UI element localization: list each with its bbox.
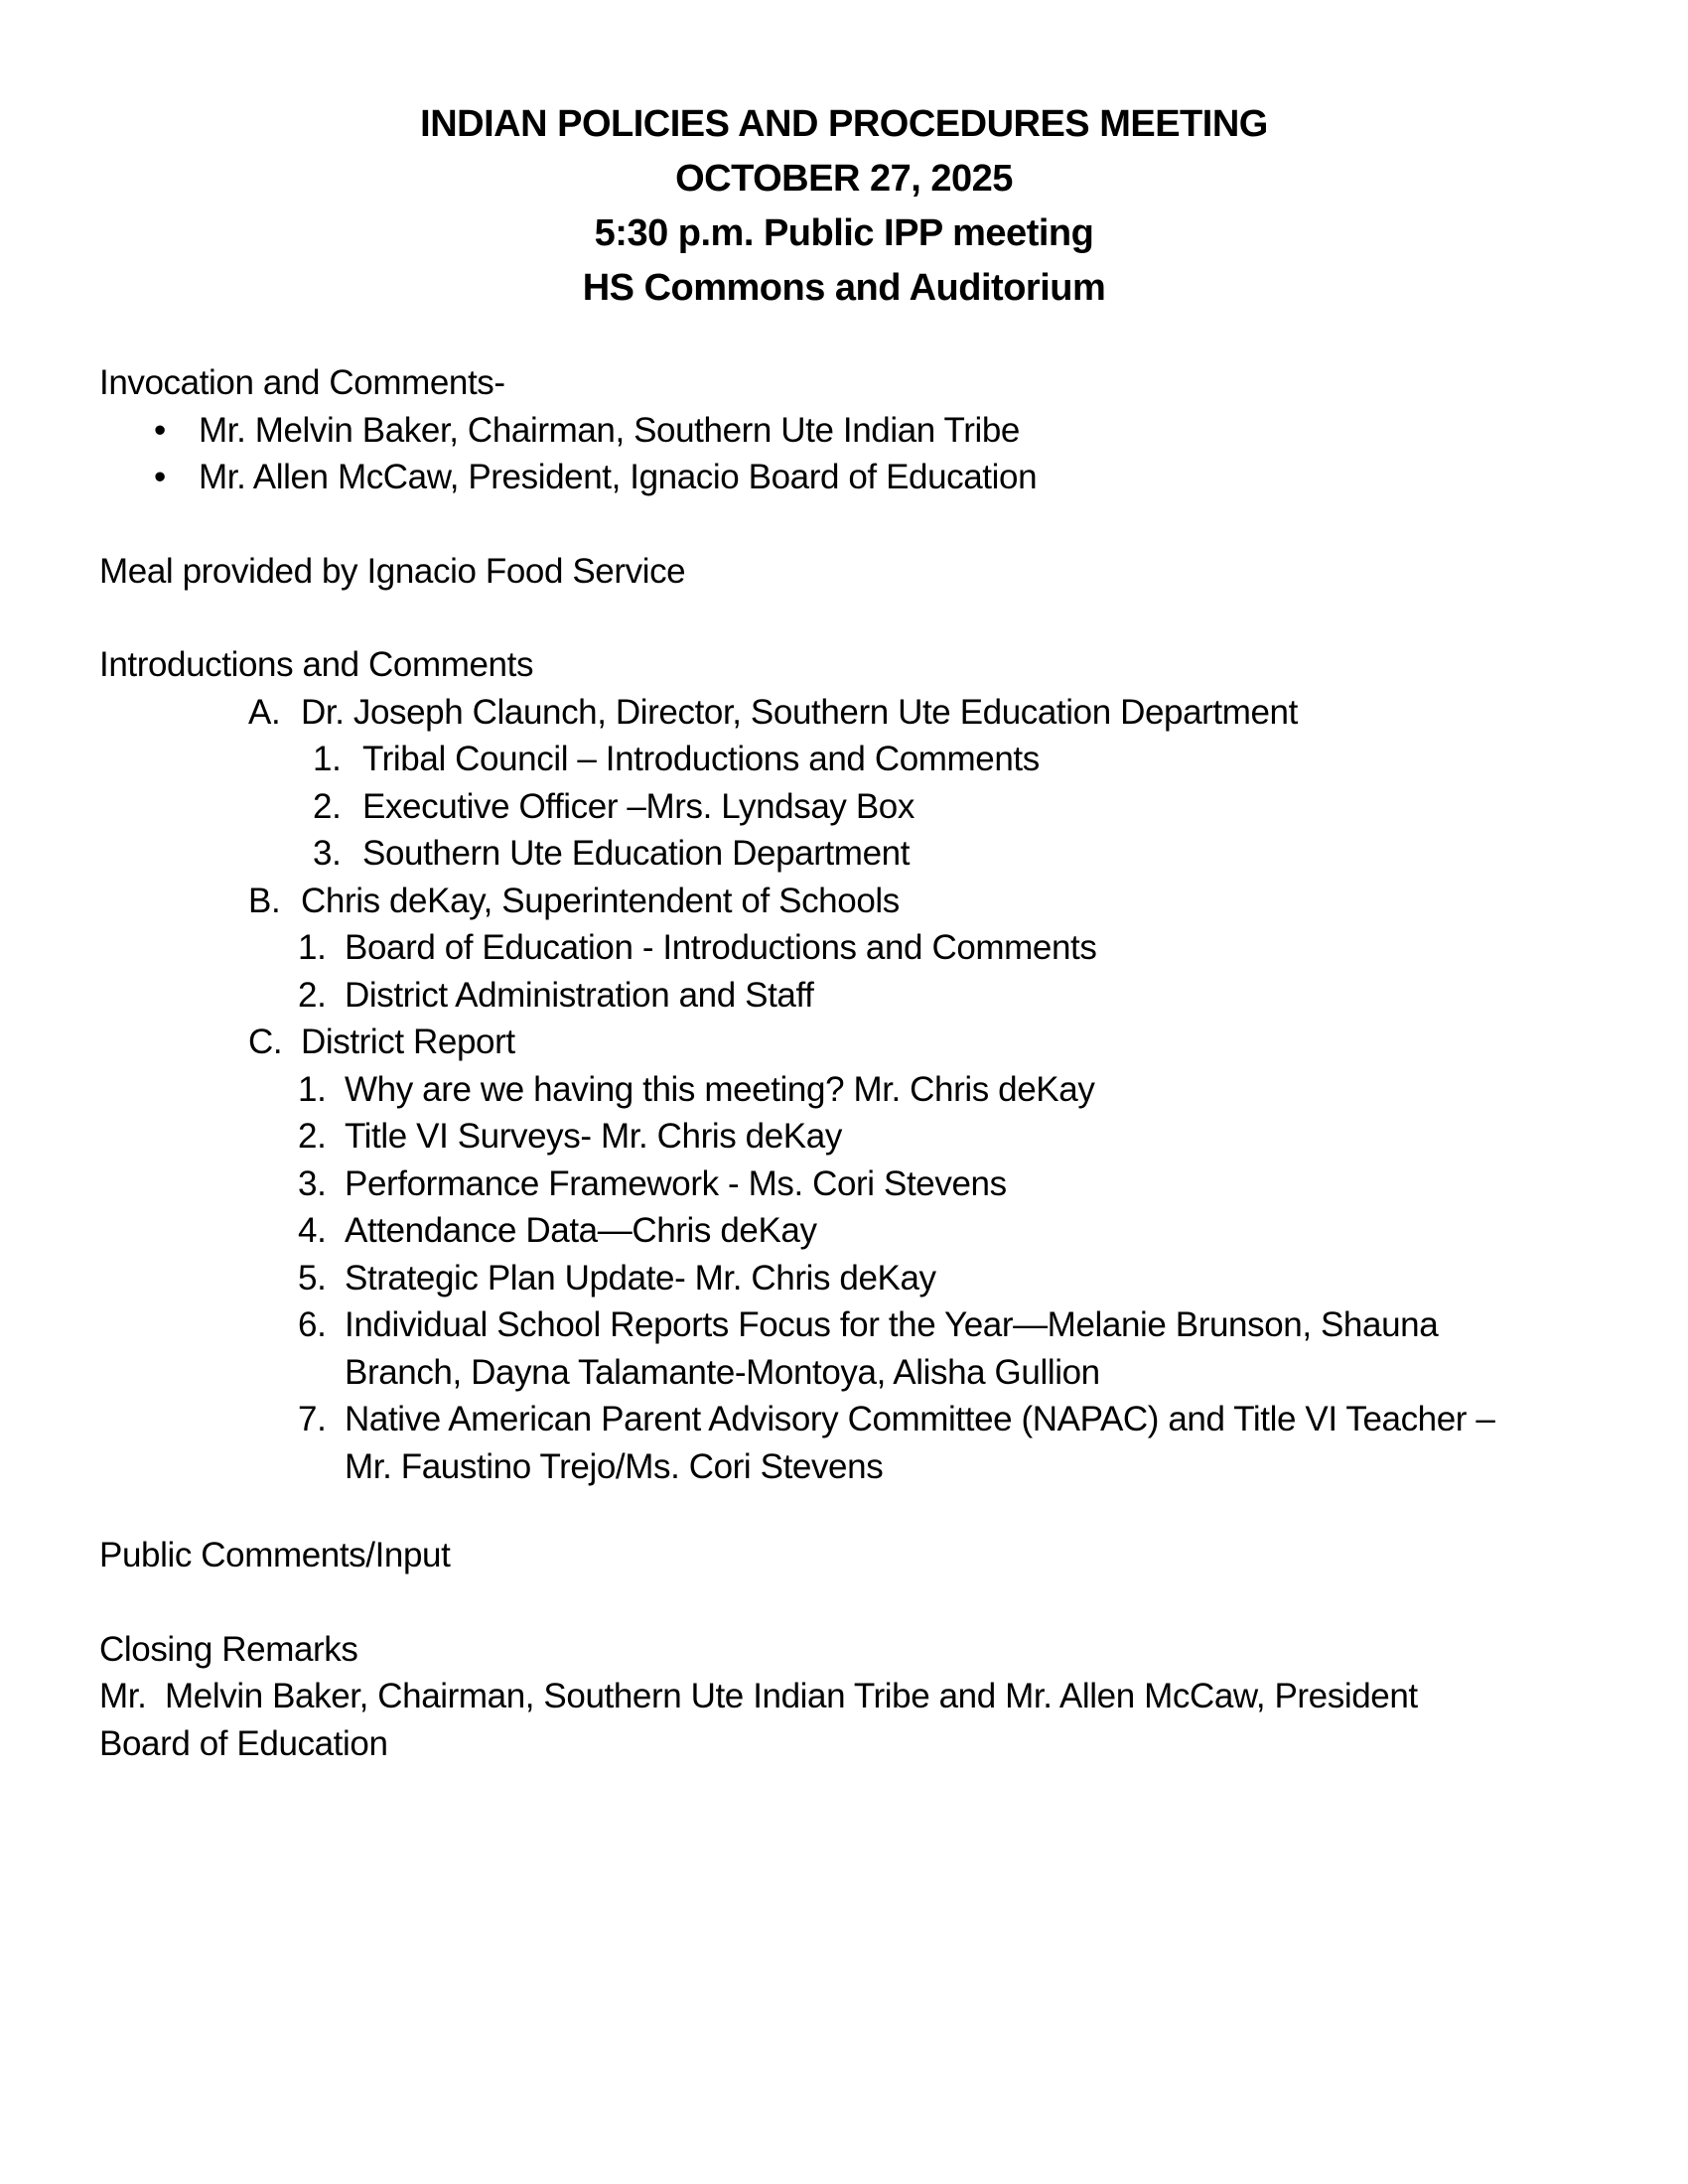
outline-item-C6-continuation xyxy=(0,1349,1688,1397)
list-marker: 3. xyxy=(313,834,342,873)
list-text: Performance Framework - Ms. Cori Stevens xyxy=(345,1163,1007,1203)
outline-item-C3 xyxy=(0,1160,1688,1208)
list-text: Why are we having this meeting? Mr. Chris deKay xyxy=(345,1069,1095,1109)
bullet-marker: • xyxy=(154,458,166,496)
list-marker: 6. xyxy=(298,1305,327,1344)
outline-item-A3 xyxy=(0,830,1688,878)
list-marker: 3. xyxy=(298,1163,327,1203)
meeting-time: 5:30 p.m. Public IPP meeting xyxy=(594,212,1094,254)
closing-remarks-line: Board of Education xyxy=(99,1723,388,1763)
list-text: District Administration and Staff xyxy=(345,975,814,1015)
public-comments-heading: Public Comments/Input xyxy=(99,1536,451,1574)
outline-item-C7-continuation xyxy=(0,1443,1688,1491)
outline-item-C2 xyxy=(0,1113,1688,1160)
list-text: Dr. Joseph Claunch, Director, Southern Ute Education Department xyxy=(301,692,1298,732)
list-text: Native American Parent Advisory Committee (NAPAC) and Title VI Teacher – xyxy=(345,1400,1495,1438)
list-text: Tribal Council – Introductions and Comments xyxy=(362,740,1040,778)
meal-line: Meal provided by Ignacio Food Service xyxy=(99,551,686,591)
outline-item-C xyxy=(0,1019,1688,1066)
list-text: District Report xyxy=(301,1023,515,1061)
list-text: Board of Education - Introductions and Comments xyxy=(345,928,1097,967)
bullet-item xyxy=(0,407,1688,455)
outline-item-B xyxy=(0,878,1688,925)
outline-item-C1 xyxy=(0,1066,1688,1114)
list-text: Title VI Surveys- Mr. Chris deKay xyxy=(345,1117,842,1156)
closing-remarks-heading: Closing Remarks xyxy=(99,1629,358,1669)
list-text: Branch, Dayna Talamante-Montoya, Alisha Gullion xyxy=(345,1352,1100,1392)
meeting-date: OCTOBER 27, 2025 xyxy=(675,158,1013,200)
list-marker: 5. xyxy=(298,1258,327,1297)
meeting-location: HS Commons and Auditorium xyxy=(582,267,1106,309)
bullet-item xyxy=(0,454,1688,501)
list-text: Mr. Faustino Trejo/Ms. Cori Stevens xyxy=(345,1446,884,1486)
list-text: Executive Officer –Mrs. Lyndsay Box xyxy=(362,786,914,826)
list-text: Southern Ute Education Department xyxy=(362,834,911,873)
bullet-marker: • xyxy=(154,410,166,450)
outline-item-A1 xyxy=(0,736,1688,783)
list-marker: 7. xyxy=(298,1400,327,1438)
outline-item-A xyxy=(0,689,1688,737)
invocation-heading: Invocation and Comments- xyxy=(99,363,505,402)
outline-item-A2 xyxy=(0,783,1688,831)
list-text: Chris deKay, Superintendent of Schools xyxy=(301,881,900,920)
list-marker: 1. xyxy=(298,1069,327,1109)
list-text: Strategic Plan Update- Mr. Chris deKay xyxy=(345,1258,936,1297)
list-marker: B. xyxy=(248,881,281,920)
bullet-text: Mr. Allen McCaw, President, Ignacio Board of Education xyxy=(199,458,1038,496)
outline-item-C4 xyxy=(0,1207,1688,1255)
outline-item-C6 xyxy=(0,1301,1688,1349)
bullet-text: Mr. Melvin Baker, Chairman, Southern Ute Indian Tribe xyxy=(199,410,1020,450)
list-marker: 2. xyxy=(313,786,342,826)
list-marker: 2. xyxy=(298,1117,327,1156)
list-marker: A. xyxy=(248,692,281,732)
list-marker: 2. xyxy=(298,975,327,1015)
closing-remarks-line: Mr. Melvin Baker, Chairman, Southern Ute Indian Tribe and Mr. Allen McCaw, President xyxy=(99,1677,1418,1715)
list-marker: 1. xyxy=(313,740,342,778)
list-marker: 4. xyxy=(298,1211,327,1250)
outline-item-C5 xyxy=(0,1255,1688,1302)
introductions-heading: Introductions and Comments xyxy=(99,645,534,684)
outline-item-B1 xyxy=(0,924,1688,972)
list-marker: C. xyxy=(248,1023,283,1061)
list-text: Attendance Data—Chris deKay xyxy=(345,1211,817,1250)
outline-item-C7 xyxy=(0,1396,1688,1443)
meeting-title-block xyxy=(0,97,1688,316)
list-text: Individual School Reports Focus for the Year—Melanie Brunson, Shauna xyxy=(345,1305,1439,1344)
meeting-title: INDIAN POLICIES AND PROCEDURES MEETING xyxy=(420,103,1268,145)
outline-item-B2 xyxy=(0,972,1688,1020)
list-marker: 1. xyxy=(298,928,327,967)
